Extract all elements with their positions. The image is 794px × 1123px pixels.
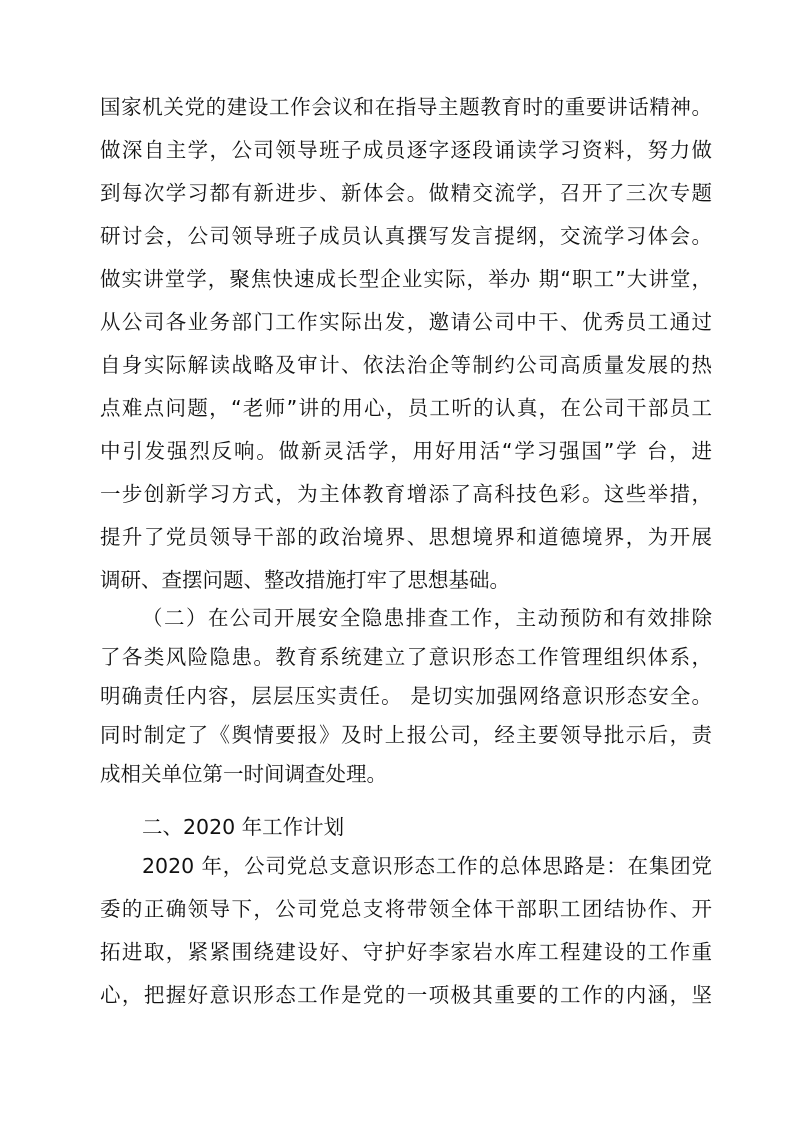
text-line: 委的正确领导下，公司党总支将带领全体干部职工团结协作、开 (100, 897, 712, 921)
section-heading: 二、2020 年工作计划 (142, 815, 345, 839)
text-line: 国家机关党的建设工作会议和在指导主题教育时的重要讲话精神。 (100, 95, 712, 119)
text-line: 一步创新学习方式，为主体教育增添了高科技色彩。这些举措， (100, 482, 712, 506)
text-line: 中引发强烈反响。做新灵活学，用好用活“学习强国”学 台，进 (100, 439, 712, 463)
text-line: 了各类风险隐患。教育系统建立了意识形态工作管理组织体系， (100, 645, 712, 669)
text-line: 成相关单位第一时间调查处理。 (100, 762, 387, 786)
text-line: 提升了党员领导干部的政治境界、思想境界和道德境界，为开展 (100, 525, 712, 549)
text-line: 从公司各业务部门工作实际出发，邀请公司中干、优秀员工通过 (100, 310, 712, 334)
text-line: 自身实际解读战略及审计、依法治企等制约公司高质量发展的热 (100, 353, 712, 377)
paragraph-first-line: 2020 年，公司党总支意识形态工作的总体思路是：在集团党 (142, 854, 712, 878)
text-line: 调研、查摆问题、整改措施打牢了思想基础。 (100, 568, 510, 592)
text-line: 心，把握好意识形态工作是党的一项极其重要的工作的内涵，坚 (100, 983, 712, 1007)
text-line: 点难点问题，“老师”讲的用心，员工听的认真，在公司干部员工 (100, 396, 712, 420)
paragraph-first-line: （二）在公司开展安全隐患排查工作，主动预防和有效排除 (142, 606, 712, 630)
text-line: 拓进取，紧紧围绕建设好、守护好李家岩水库工程建设的工作重 (100, 940, 712, 964)
text-line: 做深自主学，公司领导班子成员逐字逐段诵读学习资料，努力做 (100, 138, 712, 162)
text-line: 做实讲堂学，聚焦快速成长型企业实际，举办 期“职工”大讲堂， (100, 267, 712, 291)
text-line: 研讨会，公司领导班子成员认真撰写发言提纲，交流学习体会。 (100, 224, 712, 248)
text-line: 明确责任内容，层层压实责任。 是切实加强网络意识形态安全。 (100, 684, 712, 708)
text-line: 同时制定了《舆情要报》及时上报公司，经主要领导批示后，责 (100, 723, 712, 747)
text-line: 到每次学习都有新进步、新体会。做精交流学，召开了三次专题 (100, 181, 712, 205)
